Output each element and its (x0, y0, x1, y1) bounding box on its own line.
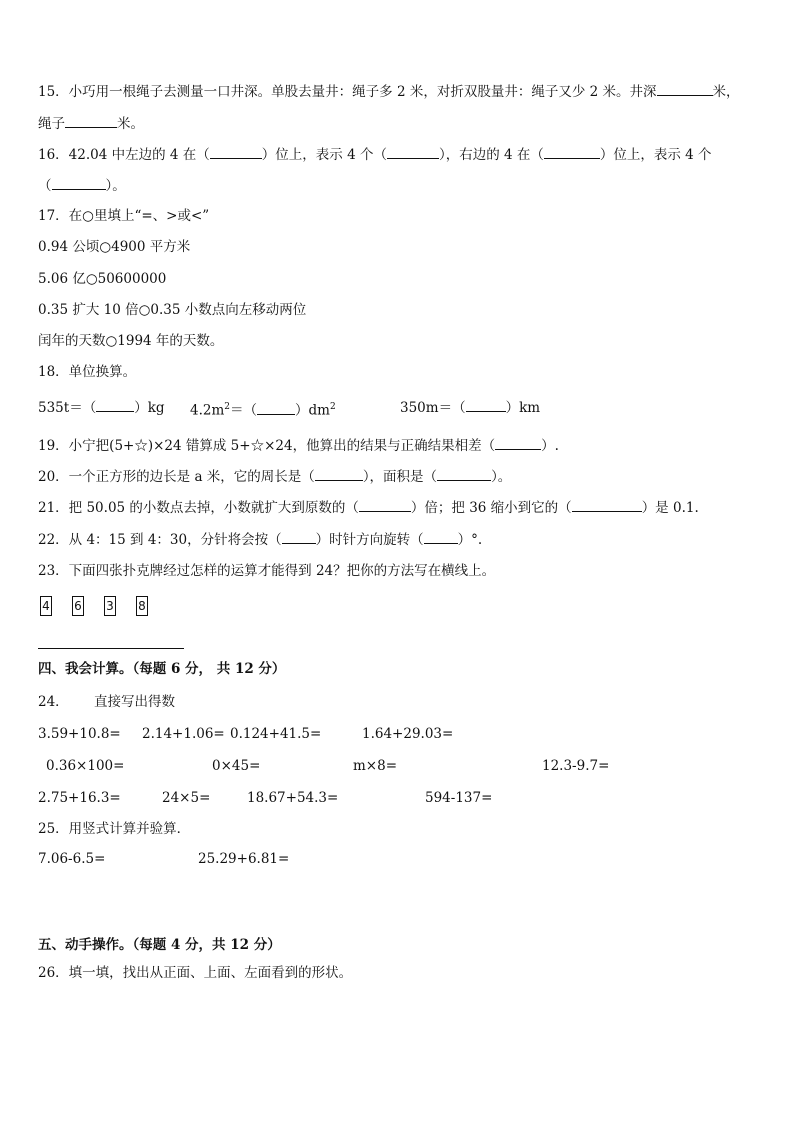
question-24-number: 24． (38, 694, 69, 710)
unit-conversion-2: $4.2m^2=$（ ）$dm^2$ (190, 402, 336, 419)
calc-item: 1.64+29.03= (362, 726, 454, 742)
calc-item: 2.75+16.3= (38, 790, 121, 806)
question-24-title: 直接写出得数 (94, 694, 175, 710)
answer-blank[interactable] (572, 498, 642, 512)
question-17-title: 17．在○里填上“=、>或<” (38, 208, 210, 224)
calc-item: 12.3-9.7= (542, 758, 610, 774)
calc-item: 0.124+41.5= (230, 726, 322, 742)
question-26: 26．填一填，找出从正面、上面、左面看到的形状。 (38, 965, 353, 981)
question-18-title: 18．单位换算。 (38, 364, 137, 380)
answer-blank[interactable] (466, 398, 506, 412)
answer-blank[interactable] (315, 467, 363, 481)
calc-item: m×8= (353, 758, 398, 774)
answer-blank[interactable] (495, 436, 541, 450)
question-17-item: 0.94 公顷○4900 平方米 (38, 239, 191, 255)
question-17-item: 闰年的天数○1994 年的天数。 (38, 333, 224, 349)
calc-item: 2.14+1.06= (142, 726, 225, 742)
answer-blank[interactable] (359, 498, 411, 512)
calc-item: 24×5= (162, 790, 211, 806)
poker-card: 6 (72, 596, 84, 616)
section-4-heading: 四、我会计算。（每题 6 分， 共 12 分） (38, 661, 286, 677)
answer-blank[interactable] (387, 145, 439, 159)
question-21: 21．把 50.05 的小数点去掉，小数就扩大到原数的（ ）倍；把 36 缩小到它的（ ）是 0.1. (38, 500, 699, 516)
answer-blank[interactable] (282, 530, 316, 544)
poker-card: 4 (40, 596, 52, 616)
question-15-line2: 绳子 米。 (38, 116, 144, 132)
answer-blank[interactable] (437, 467, 491, 481)
answer-blank[interactable] (657, 82, 713, 96)
question-20: 20．一个正方形的边长是 a 米，它的周长是（ ），面积是（ ）。 (38, 469, 512, 485)
poker-card: 8 (136, 596, 148, 616)
calc-item: 3.59+10.8= (38, 726, 121, 742)
question-22: 22．从 4：15 到 4：30，分针将会按（ ）时针方向旋转（ ）°. (38, 532, 483, 548)
answer-blank[interactable] (52, 176, 106, 190)
question-15-line1: 15．小巧用一根绳子去测量一口井深。单股去量井：绳子多 2 米，对折双股量井：绳子又少 2 米。井深 米， (38, 84, 740, 100)
poker-card: 3 (104, 596, 116, 616)
question-23: 23．下面四张扑克牌经过怎样的运算才能得到 24？把你的方法写在横线上。 (38, 563, 496, 579)
question-17-item: 5.06 亿○50600000 (38, 271, 167, 287)
question-16-line2: （ ）。 (38, 178, 126, 194)
answer-blank[interactable] (96, 398, 134, 412)
calc-item: 25.29+6.81= (198, 851, 290, 867)
calc-item: 594-137= (425, 790, 493, 806)
calc-item: 0.36×100= (46, 758, 125, 774)
question-17-item: 0.35 扩大 10 倍○0.35 小数点向左移动两位 (38, 302, 307, 318)
answer-blank[interactable] (257, 401, 295, 415)
poker-cards (40, 596, 168, 616)
question-19: 19．小宁把(5+☆)×24 错算成 5+☆×24，他算出的结果与正确结果相差（ ）. (38, 438, 559, 454)
answer-line[interactable] (38, 648, 184, 649)
question-16-line1: 16．42.04 中左边的 4 在（ ）位上，表示 4 个（ ），右边的 4 在（ ）位上，表示 4 个 (38, 147, 712, 163)
answer-blank[interactable] (544, 145, 600, 159)
calc-item: 0×45= (212, 758, 261, 774)
question-25-title: 25．用竖式计算并验算． (38, 821, 191, 837)
answer-blank[interactable] (424, 530, 458, 544)
section-5-heading: 五、动手操作。（每题 4 分，共 12 分） (38, 937, 281, 953)
answer-blank[interactable] (65, 114, 117, 128)
unit-conversion-1: 535t＝（ ）kg (38, 400, 165, 416)
unit-conversion-3: 350m＝（ ）km (400, 400, 541, 416)
calc-item: 7.06-6.5= (38, 851, 106, 867)
answer-blank[interactable] (210, 145, 262, 159)
calc-item: 18.67+54.3= (247, 790, 339, 806)
